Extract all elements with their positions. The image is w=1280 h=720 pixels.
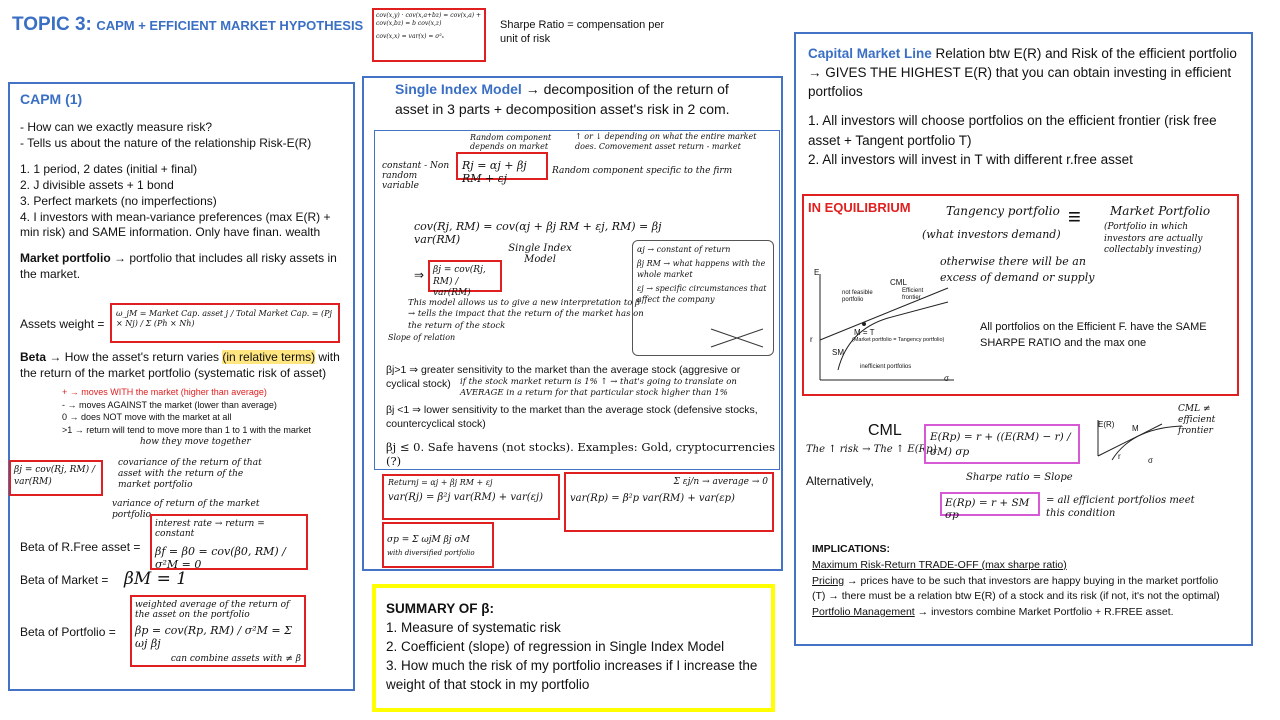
implies-arrow: ⇒ <box>414 268 425 282</box>
summary-item-1: 1. Measure of systematic risk <box>386 619 561 635</box>
beta-formula-box: βj = cov(Rj, RM) / var(RM) <box>9 460 103 496</box>
var-portfolio-formula: var(Rp) = β²p var(RM) + var(εp) <box>570 493 735 504</box>
sigma-formula: σp = Σ ωjM βj σM <box>387 535 470 545</box>
alt-formula-box: E(Rp) = r + SM σp <box>940 492 1040 516</box>
sim-beta-le0: βj ≤ 0. Safe havens (not stocks). Examples: Gold, cryptocurrencies (?) <box>386 440 776 468</box>
portfolio-beta-box <box>130 595 306 667</box>
implications-heading: IMPLICATIONS: <box>812 543 890 555</box>
market-portfolio-text: → portfolio that includes all risky assets in the market. <box>20 251 337 282</box>
summary-item-3: 3. How much the risk of my portfolio increases if I increase the weight of that stock in my portfolio <box>386 657 758 692</box>
portfolio-note-top: weighted average of the return of the asset on the portfolio <box>135 600 290 620</box>
cml-point-1: 1. All investors will choose portfolios on the efficient frontier (risk free asset + Tangent portfolio T) <box>808 113 1217 148</box>
rfree-note: interest rate → return = constant <box>155 519 265 539</box>
portfolio-formula: βp = cov(Rp, RM) / σ²M = Σ ωj βj <box>135 624 292 650</box>
alt-formula-note: = all efficient portfolios meet this condition <box>1046 495 1195 519</box>
sim-beta-lt1: βj <1 ⇒ lower sensitivity to the market than the average stock (defensive stocks, countercyclical stock) <box>386 404 758 430</box>
var-box-variance: var(Rj) = β²j var(RM) + var(εj) <box>388 492 543 503</box>
assets-weight-label: Assets weight = <box>20 317 105 331</box>
cml-formula-box: E(Rp) = r + ((E(RM) − r) / σM) σp <box>924 424 1080 464</box>
sign-zero: 0 → does NOT move with the market at all <box>62 412 232 423</box>
graph-sigma-label: σ <box>944 374 949 383</box>
sigma-note: with diversified portfolio <box>387 549 475 557</box>
sim-constant-note: constant - Non random variable <box>382 161 450 191</box>
sim-heading <box>395 80 765 119</box>
legend-eps: εj → specific circumstances that affect the company <box>637 284 767 304</box>
equals-sign: ≡ <box>1068 204 1081 229</box>
cml-intro <box>808 44 1238 169</box>
together-note: how they move together <box>140 437 251 447</box>
sharpe-formula-1: cov(x,y) · cov(x,a+bz) = cov(x,a) + cov(x,bz) = b cov(x,z) <box>376 12 482 28</box>
implications <box>812 542 1232 621</box>
equilibrium-heading: IN EQUILIBRIUM <box>808 200 911 215</box>
graph-not-feasible: not feasible portfolio <box>842 290 873 303</box>
sign-gt1: >1 → return will tend to move more than 1 to 1 with the market <box>62 424 311 435</box>
capm-assumption-2: 2. J divisible assets + 1 bond <box>20 177 174 192</box>
sigma-box <box>382 522 494 568</box>
capm-question-1: - How can we exactly measure risk? <box>20 120 213 135</box>
cov-note: covariance of the return of that asset with the return of the market portfolio <box>118 458 262 490</box>
capm-question-2: - Tells us about the nature of the relationship Risk-E(R) <box>20 136 312 151</box>
sign-plus: + → moves WITH the market (higher than average) <box>62 387 267 397</box>
sim-slope-note: Slope of relation <box>388 333 456 342</box>
implication-3-label: Portfolio Management <box>812 606 915 618</box>
legend-alpha: αj → constant of return <box>637 245 731 254</box>
sim-cov-equation: cov(Rj, RM) = cov(αj + βj RM + εj, RM) = βj var(RM) <box>414 220 662 246</box>
beta-highlight: (in relative terms) <box>222 350 316 364</box>
topic-label: TOPIC 3: <box>12 14 92 35</box>
beta-section <box>20 350 355 382</box>
var-portfolio-note: Σ εj/n → average → 0 <box>673 477 768 487</box>
eq-market-note: (Portfolio in which investors are actually collectably investing) <box>1104 222 1203 256</box>
sim-main-equation: Rj = αj + βj RM + εj <box>456 152 548 180</box>
implication-1: Maximum Risk-Return TRADE-OFF (max sharpe ratio) <box>812 558 1067 571</box>
eq-market-portfolio: Market Portfolio <box>1110 204 1211 218</box>
cml-heading-text: Relation btw E(R) and Risk of the efficient portfolio → GIVES THE HIGHEST E(R) that you can obtain investing in efficient portfolios <box>808 46 1237 100</box>
var-note: variance of return of the market portfolio <box>112 499 260 520</box>
slope-sketch <box>707 323 767 351</box>
sim-beta-box: βj = cov(Rj, RM) / var(RM) <box>428 260 502 292</box>
sign-minus: - → moves AGAINST the market (lower than average) <box>62 399 277 410</box>
graph-sm-label: SM <box>832 348 844 357</box>
legend-beta: βj RM → what happens with the whole market <box>637 259 766 279</box>
implication-3: → investors combine Market Portfolio + R.FREE asset. <box>917 606 1174 618</box>
sim-heading-title: Single Index Model <box>395 81 522 97</box>
portfolio-note-bottom: can combine assets with ≠ β <box>170 654 301 664</box>
capm-assumption-3: 3. Perfect markets (no imperfections) <box>20 193 217 208</box>
implication-2: → prices have to be such that investors are happy buying in the market portfolio (T) → there must be a relation btw E(R) of a stock and its risk (if not, it's not the optimal) <box>812 574 1220 603</box>
sim-heading-text: → decomposition of the return of asset in 3 parts + decomposition asset's risk in 2 com. <box>395 81 730 117</box>
sharpe-equal-note: All portfolios on the Efficient F. have the SAME SHARPE RATIO and the max one <box>980 321 1207 349</box>
cml-heading: Capital Market Line <box>808 46 932 61</box>
sim-updown-note: ↑ or ↓ depending on what the entire market does. Comovement asset return - market <box>575 132 757 151</box>
summary-heading: SUMMARY OF β: <box>386 601 494 616</box>
market-beta-label: Beta of Market = <box>20 573 109 587</box>
eq-demand: (what investors demand) <box>922 228 1061 241</box>
sharpe-formula-box <box>372 8 486 62</box>
topic-title: CAPM + EFFICIENT MARKET HYPOTHESIS <box>96 18 364 33</box>
graph-frontier-label: Efficient frontier <box>902 288 924 301</box>
beta-signs <box>62 386 352 436</box>
sharpe-note: Sharpe Ratio = compensation per unit of risk <box>500 19 665 46</box>
beta-text-2: with the return of the market portfolio (systematic risk of asset) <box>20 350 340 380</box>
capm-content <box>20 90 350 283</box>
sim-interpretation: This model allows us to give a new interpretation to β → tells the impact that the return of the market has on the return of the stock <box>408 298 644 331</box>
var-portfolio-box <box>564 472 774 532</box>
rfree-formula: βf = β0 = cov(β0, RM) / σ²M = 0 <box>155 545 286 571</box>
cml-r-label: r <box>1118 452 1121 461</box>
graph-mt-note: (Market portfolio = Tangency portfolio) <box>852 337 945 343</box>
beta-label: Beta <box>20 350 47 364</box>
graph-e-label: E <box>814 268 820 277</box>
sharpe-formula-2: cov(x,x) = var(x) = σ²ₓ <box>376 33 444 41</box>
rfree-box <box>150 514 308 570</box>
portfolio-beta-label: Beta of Portfolio = <box>20 625 116 639</box>
graph-r-label: r <box>810 335 813 344</box>
graph-inefficient: inefficient portfolios <box>860 364 912 370</box>
cml-side-note: CML ≠ efficient frontier <box>1178 404 1216 436</box>
cml-risk-note: The ↑ risk → The ↑ E(Rp) <box>806 444 937 455</box>
beta-text: → How the asset's return varies <box>49 350 220 364</box>
graph-mt-label: M = T <box>854 328 875 337</box>
capm-assumption-4: 4. I investors with mean-variance preferences (max E(R) + min risk) and SAME information. Only have finan. wealth <box>20 209 331 240</box>
cml-point-2: 2. All investors will invest in T with different r.free asset <box>808 151 1133 167</box>
slope-note: Sharpe ratio = Slope <box>966 472 1073 483</box>
implication-2-label: Pricing <box>812 574 845 587</box>
page-title <box>12 14 372 36</box>
capm-assumption-1: 1. 1 period, 2 dates (initial + final) <box>20 162 198 177</box>
sim-legend-box <box>632 240 774 356</box>
market-beta-formula: βM = 1 <box>124 569 188 589</box>
graph-cml-label: CML <box>890 278 907 287</box>
summary-item-2: 2. Coefficient (slope) of regression in Single Index Model <box>386 638 725 654</box>
sim-random-note: Random component depends on market <box>470 133 552 151</box>
summary-content <box>386 600 766 694</box>
sim-label: Single Index Model <box>508 243 572 265</box>
market-portfolio-label: Market portfolio <box>20 251 111 266</box>
capm-heading: CAPM (1) <box>20 91 83 107</box>
var-box <box>382 474 560 520</box>
rfree-label: Beta of R.Free asset = <box>20 540 141 554</box>
cml-sigma-label: σ <box>1148 456 1153 465</box>
sim-beta-gt1: βj>1 ⇒ greater sensitivity to the market than the average stock (aggresive or cyclical stock) <box>386 364 741 390</box>
alternatively-label: Alternatively, <box>806 474 874 488</box>
eq-tangency: Tangency portfolio <box>946 204 1060 218</box>
cml-m-label: M <box>1132 424 1139 433</box>
eq-otherwise: otherwise there will be an excess of demand or supply <box>940 255 1095 284</box>
weight-formula-box: ω_jM = Market Cap. asset j / Total Market Cap. = (Pj × Nj) / Σ (Ph × Nh) <box>110 303 340 343</box>
sim-beta-gt1-note: if the stock market return is 1% ↑ → that's going to translate on AVERAGE in a return for that particular stock higher than 1% <box>460 377 737 399</box>
cml-label: CML <box>868 422 902 439</box>
cml-er-label: E(R) <box>1098 420 1115 429</box>
sim-random-specific: Random component specific to the firm <box>552 166 733 176</box>
var-box-return: Returnj = αj + βj RM + εj <box>388 478 493 487</box>
